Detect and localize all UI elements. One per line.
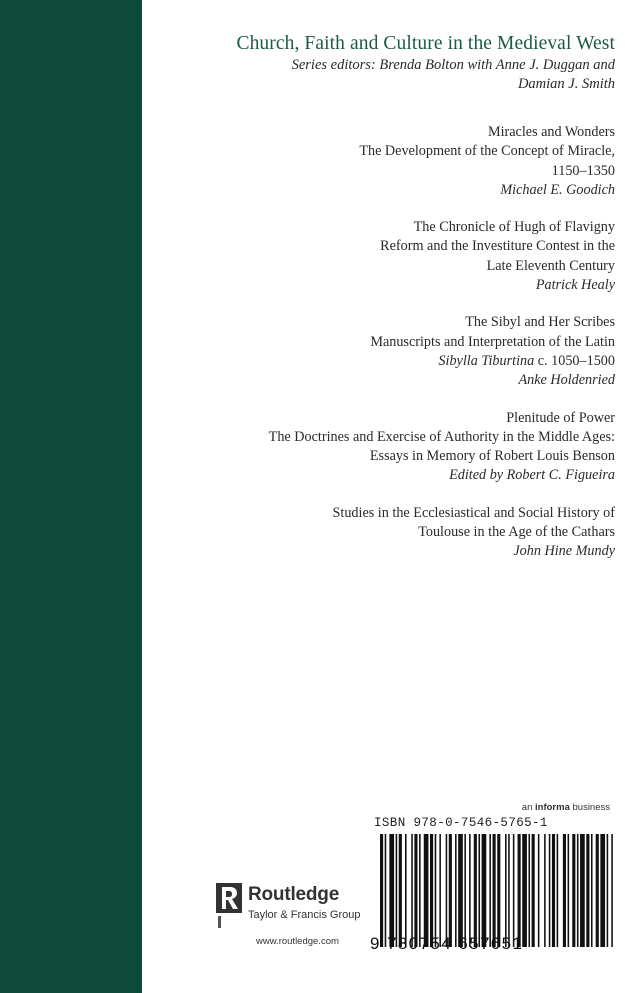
- book-title: Miracles and Wonders: [487, 124, 615, 140]
- book-subtitle: The Doctrines and Exercise of Authority in the Middle Ages:: [268, 428, 615, 445]
- book-author: John Hine Mundy: [513, 543, 615, 560]
- book-author: Michael E. Goodich: [500, 181, 615, 198]
- book-subtitle: The Development of the Concept of Miracle,: [359, 143, 615, 160]
- isbn-label: ISBN 978-0-7546-5765-1: [374, 816, 548, 830]
- book-subtitle: Late Eleventh Century: [486, 257, 615, 274]
- book-entry-1: [160, 123, 615, 200]
- book-title: The Chronicle of Hugh of Flavigny: [413, 219, 615, 236]
- book-subtitle-italic: Sibylla Tiburtina: [438, 352, 535, 369]
- series-editors-line1: Series editors: Brenda Bolton with Anne J. Duggan and: [291, 57, 615, 73]
- barcode-block: [370, 802, 620, 962]
- spine-band: [0, 0, 142, 993]
- book-title: Toulouse in the Age of the Cathars: [418, 524, 615, 541]
- book-title: Plenitude of Power: [506, 409, 615, 426]
- informa-tagline: [522, 802, 610, 813]
- publisher-url: www.routledge.com: [256, 936, 339, 947]
- book-subtitle: Manuscripts and Interpretation of the Latin: [370, 333, 615, 350]
- publisher-imprint: [216, 883, 366, 953]
- book-title: The Sibyl and Her Scribes: [465, 314, 615, 331]
- book-author: Patrick Healy: [535, 277, 615, 294]
- book-subtitle-rest: c. 1050–1500: [534, 352, 615, 369]
- informa-suffix: business: [569, 802, 610, 813]
- book-subtitle: Essays in Memory of Robert Louis Benson: [369, 448, 615, 465]
- publisher-group: Taylor & Francis Group: [248, 909, 361, 921]
- book-subtitle: 1150–1350: [551, 162, 615, 179]
- book-subtitle: Reform and the Investiture Contest in the: [380, 238, 615, 255]
- book-title: Studies in the Ecclesiastical and Social History of: [332, 504, 615, 521]
- book-author: Edited by Robert C. Figueira: [449, 467, 615, 484]
- series-editors: [160, 56, 615, 94]
- series-title: Church, Faith and Culture in the Medieval West: [236, 33, 615, 54]
- informa-brand: informa: [535, 802, 570, 813]
- book-entry-2: [160, 218, 615, 295]
- book-author: Anke Holdenried: [518, 372, 615, 389]
- informa-prefix: an: [521, 802, 536, 813]
- series-editors-line2: Damian J. Smith: [517, 76, 615, 92]
- book-entry-4: [160, 409, 615, 486]
- book-entry-5: [160, 504, 615, 562]
- book-entry-3: [160, 313, 615, 390]
- barcode-digits: 9 780754 657651: [370, 934, 524, 953]
- book-subtitle-line3: [160, 352, 615, 371]
- routledge-logo-icon: [216, 883, 242, 929]
- barcode-icon: [380, 834, 616, 947]
- back-cover-text: [160, 32, 615, 562]
- publisher-name: Routledge: [248, 884, 340, 905]
